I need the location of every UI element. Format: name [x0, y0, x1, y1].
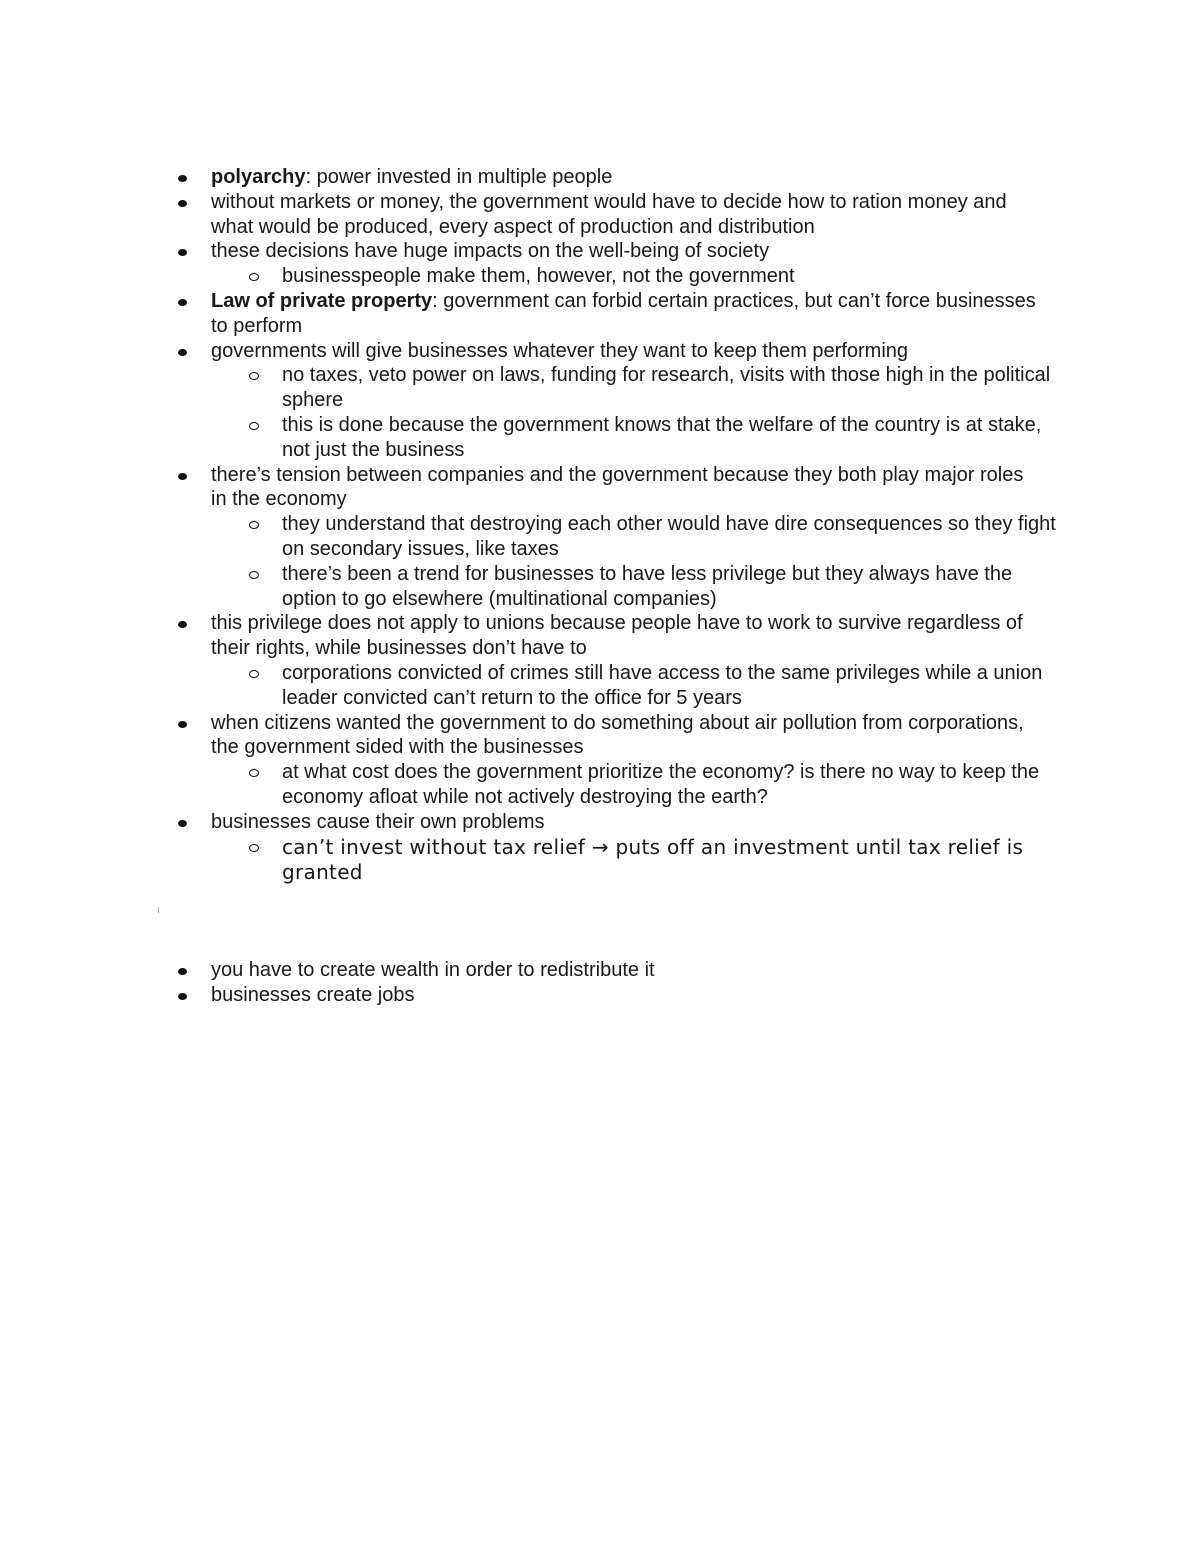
- list-item: [0, 289, 1041, 339]
- list-item: [0, 611, 1041, 661]
- bullet-circle-icon: [249, 670, 259, 678]
- bullet-disc-icon: [178, 200, 187, 207]
- list-item: [0, 339, 1041, 364]
- sub-list-item: [0, 512, 1057, 562]
- sub-list-item: [0, 835, 1057, 887]
- bullet-circle-icon: [249, 422, 259, 430]
- list-item-text: there’s tension between companies and the government because they both play major roles in the economy: [211, 463, 1024, 511]
- list-item: [0, 810, 1041, 835]
- list-item-text: at what cost does the government prioritize the economy? is there no way to keep the economy afloat while not actively destroying the earth?: [282, 761, 1040, 808]
- bullet-disc-icon: [178, 721, 187, 728]
- sub-list-item: [0, 413, 1057, 463]
- list-item-text: when citizens wanted the government to do something about air pollution from corporations, the government sided with the businesses: [211, 711, 1024, 759]
- notes-list-continued: [0, 958, 1200, 1008]
- list-item-text: this privilege does not apply to unions because people have to work to survive regardless of their rights, while businesses don’t have to: [211, 612, 1023, 660]
- list-item: [0, 165, 1041, 190]
- bullet-disc-icon: [178, 993, 187, 1000]
- sub-list-item: [0, 760, 1057, 810]
- bullet-circle-icon: [249, 521, 259, 529]
- bullet-disc-icon: [178, 175, 187, 182]
- list-item-text: corporations convicted of crimes still have access to the same privileges while a union leader convicted can’t return to the office for 5 years: [282, 661, 1043, 709]
- bullet-disc-icon: [178, 299, 187, 306]
- sub-list-item: [0, 661, 1057, 711]
- list-item-text: : power invested in multiple people: [305, 166, 613, 188]
- list-item: [0, 190, 1041, 240]
- list-item-text: no taxes, veto power on laws, funding for research, visits with those high in the political sphere: [282, 364, 1051, 412]
- list-item-text: without markets or money, the government would have to decide how to ration money and what would be produced, every aspect of production and distribution: [211, 190, 1007, 238]
- list-item: [0, 463, 1041, 513]
- bullet-disc-icon: [178, 349, 187, 356]
- bullet-circle-icon: [249, 769, 259, 777]
- bullet-circle-icon: [249, 273, 259, 281]
- list-item-text: there’s been a trend for businesses to have less privilege but they always have the option to go elsewhere (multinational companies): [282, 562, 1013, 610]
- bullet-disc-icon: [178, 473, 187, 480]
- list-item-text: this is done because the government knows that the welfare of the country is at stake, not just the business: [282, 413, 1042, 461]
- list-item-text: : government can forbid certain practices, but can’t force businesses to perform: [211, 289, 1036, 337]
- sub-list-item: [0, 363, 1057, 413]
- bullet-circle-icon: [249, 571, 259, 579]
- list-item: [0, 711, 1041, 761]
- list-item-text: they understand that destroying each other would have dire consequences so they fight on secondary issues, like taxes: [282, 513, 1056, 560]
- list-item: [0, 958, 1041, 983]
- list-item: [0, 983, 1041, 1008]
- bullet-disc-icon: [178, 820, 187, 827]
- list-item-text: these decisions have huge impacts on the well-being of society: [211, 240, 770, 263]
- bullet-circle-icon: [249, 372, 259, 380]
- stray-mark: [158, 907, 159, 913]
- sub-list-item: [0, 562, 1057, 612]
- list-item-text: you have to create wealth in order to redistribute it: [211, 959, 655, 981]
- list-item-text: governments will give businesses whatever they want to keep them performing: [211, 339, 909, 362]
- bullet-circle-icon: [249, 844, 259, 852]
- list-item-text: businesses create jobs: [211, 983, 415, 1006]
- bullet-disc-icon: [178, 968, 187, 975]
- bullet-disc-icon: [178, 249, 187, 256]
- list-item-text: businesspeople make them, however, not the government: [282, 265, 795, 288]
- sub-list-item: [0, 264, 1057, 289]
- term-bold: polyarchy: [211, 166, 306, 188]
- term-bold: Law of private property: [211, 289, 433, 312]
- list-item-text: businesses cause their own problems: [211, 810, 545, 833]
- notes-list: [0, 165, 1200, 886]
- list-item-text: can’t invest without tax relief → puts off an investment until tax relief is granted: [282, 834, 1024, 885]
- list-item: [0, 239, 1041, 264]
- bullet-disc-icon: [178, 621, 187, 628]
